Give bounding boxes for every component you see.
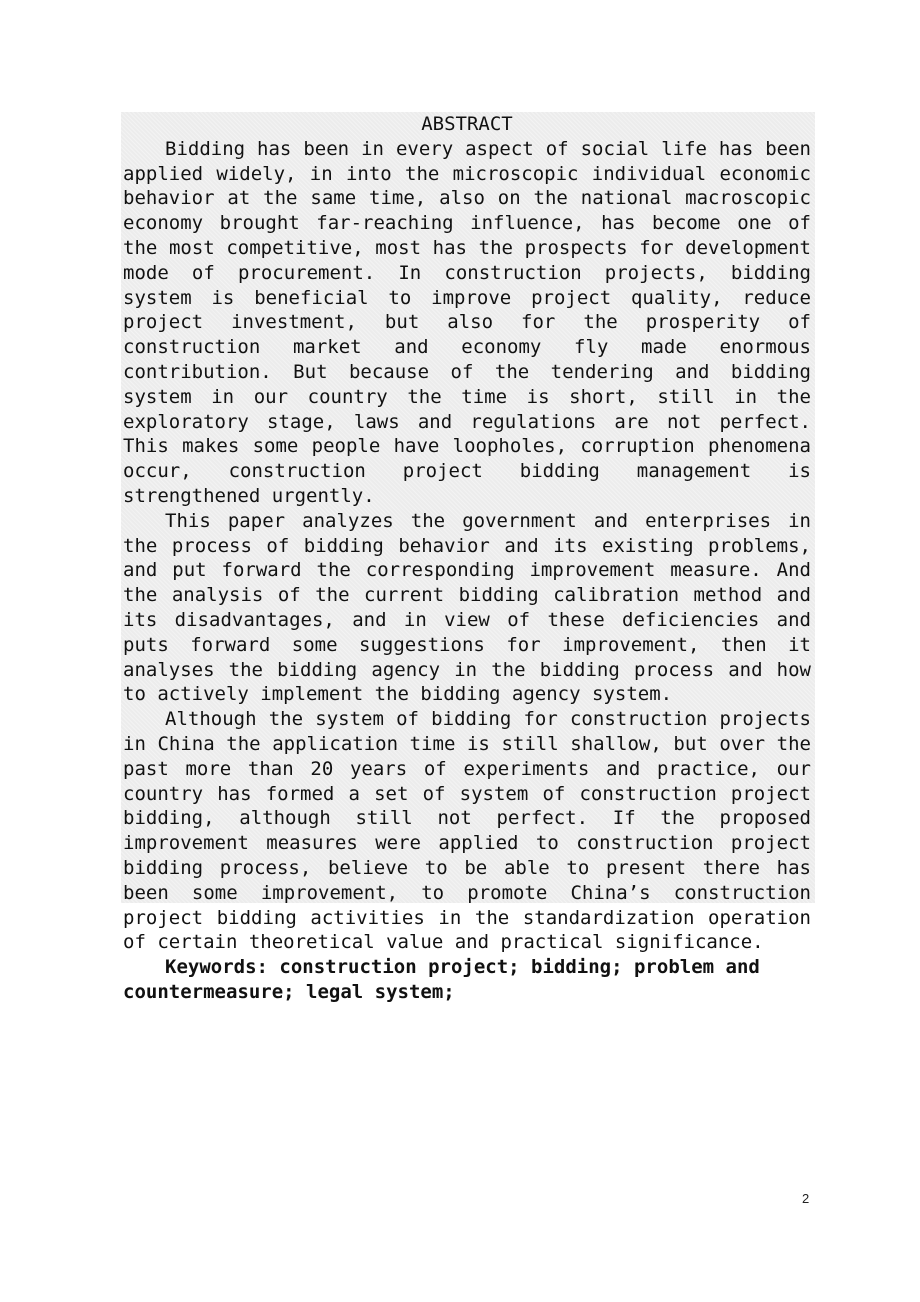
keywords-line: Keywords: construction project; bidding; problem and countermeasure; legal system;	[123, 956, 760, 1003]
abstract-paragraph-1: Bidding has been in every aspect of social life has been applied widely, in into the microscopic individual economic behavior at the same time, also on the national macroscopic economy brought far-reaching influence, has become one of the most competitive, most has the prospects for development mode of procurement. In construction projects, bidding system is beneficial to improve project quality, reduce project investment, but also for the prosperity of construction market and economy fly made enormous contribution. But because of the tendering and bidding system in our country the time is short, still in the exploratory stage, laws and regulations are not perfect. This makes some people have loopholes, corruption phenomena occur, construction project bidding management is strengthened urgently.	[123, 137, 811, 507]
abstract-paragraph-3: Although the system of bidding for construction projects in China the application time is still shallow, but over the past more than 20 years of experiments and practice, our country has formed a set of system of construction project bidding, although still not perfect. If the proposed improvement measures were applied to construction project bidding process, believe to be able to present there has been some improvement, to promote China’s construction project bidding activities in the standardization operation of certain theoretical value and practical significance.	[123, 708, 811, 954]
abstract-section	[121, 112, 815, 1003]
abstract-paragraph-2: This paper analyzes the government and enterprises in the process of bidding behavior and its existing problems, and put forward the corresponding improvement measure. And the analysis of the current bidding calibration method and its disadvantages, and in view of these deficiencies and puts forward some suggestions for improvement, then it analyses the bidding agency in the bidding process and how to actively implement the bidding agency system.	[123, 509, 811, 706]
abstract-title: ABSTRACT	[421, 113, 513, 135]
page-number: 2	[802, 1191, 810, 1206]
